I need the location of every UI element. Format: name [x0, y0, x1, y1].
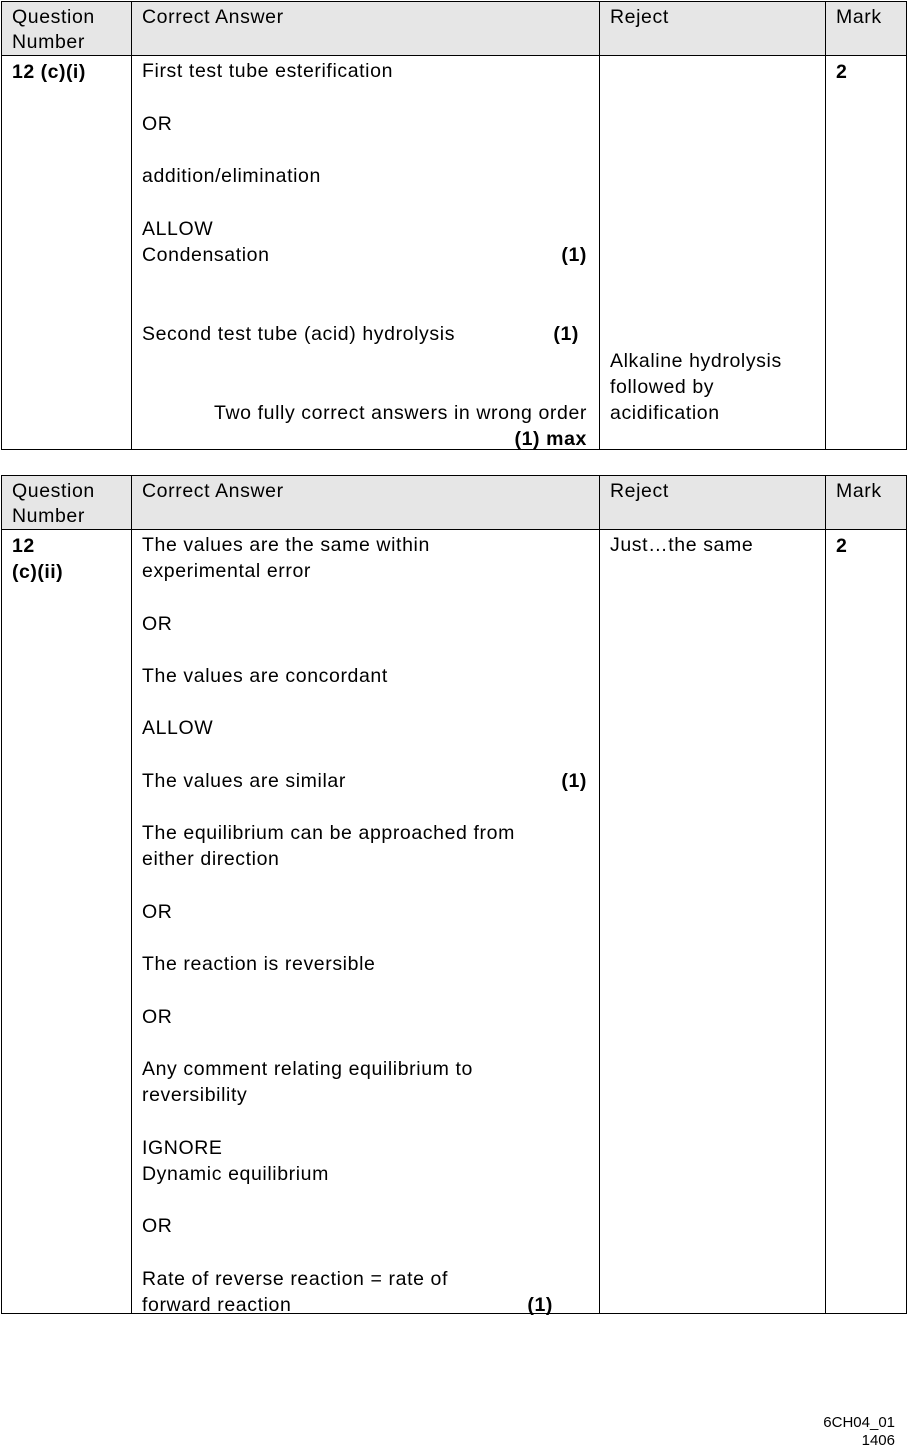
answer-line: OR [142, 1215, 173, 1237]
answer-line: either direction [142, 848, 280, 870]
answer-line: forward reaction [142, 1294, 292, 1316]
answer-line: The equilibrium can be approached from [142, 822, 515, 844]
reject-header: Reject [610, 6, 669, 28]
header-row [2, 2, 907, 56]
answer-line: Condensation [142, 244, 270, 266]
answer-row [2, 530, 907, 1314]
answer-line: OR [142, 901, 173, 923]
reject-line: followed by [610, 376, 715, 398]
reject-header: Reject [610, 480, 669, 502]
mark-value: 2 [836, 61, 847, 83]
answer-line: reversibility [142, 1084, 248, 1106]
question-number-part: (c)(ii) [12, 561, 64, 583]
reject-line: Just…the same [610, 534, 754, 556]
mark-scheme-table-1 [1, 1, 907, 450]
answer-line: Dynamic equilibrium [142, 1163, 329, 1185]
answer-line: Two fully correct answers in wrong order [214, 402, 587, 424]
question-number: 12 [12, 535, 35, 557]
mark-allocation: (1) [553, 323, 579, 345]
page-footer [823, 1414, 895, 1450]
question-number: 12 (c)(i) [12, 61, 86, 83]
mark-allocation: (1) max [514, 428, 587, 450]
reject-line: acidification [610, 402, 720, 424]
mark-allocation: (1) [561, 770, 587, 792]
question-number-header: Question Number [12, 480, 95, 527]
answer-line: Rate of reverse reaction = rate of [142, 1268, 449, 1290]
reject-line: Alkaline hydrolysis [610, 350, 782, 372]
mark-value: 2 [836, 535, 847, 557]
answer-line: addition/elimination [142, 165, 321, 187]
answer-line: OR [142, 1006, 173, 1028]
answer-line: The reaction is reversible [142, 953, 376, 975]
answer-line: IGNORE [142, 1137, 223, 1159]
answer-line: ALLOW [142, 717, 214, 739]
answer-line: The values are similar [142, 770, 346, 792]
answer-line: ALLOW [142, 218, 214, 240]
answer-line: Any comment relating equilibrium to [142, 1058, 473, 1080]
mark-allocation: (1) [527, 1294, 553, 1316]
answer-line: OR [142, 613, 173, 635]
answer-line: OR [142, 113, 173, 135]
mark-header: Mark [836, 6, 882, 28]
answer-line: The values are the same within [142, 534, 430, 556]
answer-line: experimental error [142, 560, 312, 582]
page-reference: 1406 [861, 1432, 895, 1449]
paper-code: 6CH04_01 [823, 1414, 895, 1431]
correct-answer-header: Correct Answer [142, 480, 284, 502]
mark-allocation: (1) [561, 244, 587, 266]
mark-header: Mark [836, 480, 882, 502]
answer-line: Second test tube (acid) hydrolysis [142, 323, 456, 345]
header-row [2, 476, 907, 530]
answer-row [2, 56, 907, 450]
question-number-header: Question Number [12, 6, 95, 53]
answer-line: The values are concordant [142, 665, 388, 687]
answer-line: First test tube esterification [142, 60, 394, 82]
correct-answer-header: Correct Answer [142, 6, 284, 28]
mark-scheme-table-2 [1, 475, 907, 1314]
